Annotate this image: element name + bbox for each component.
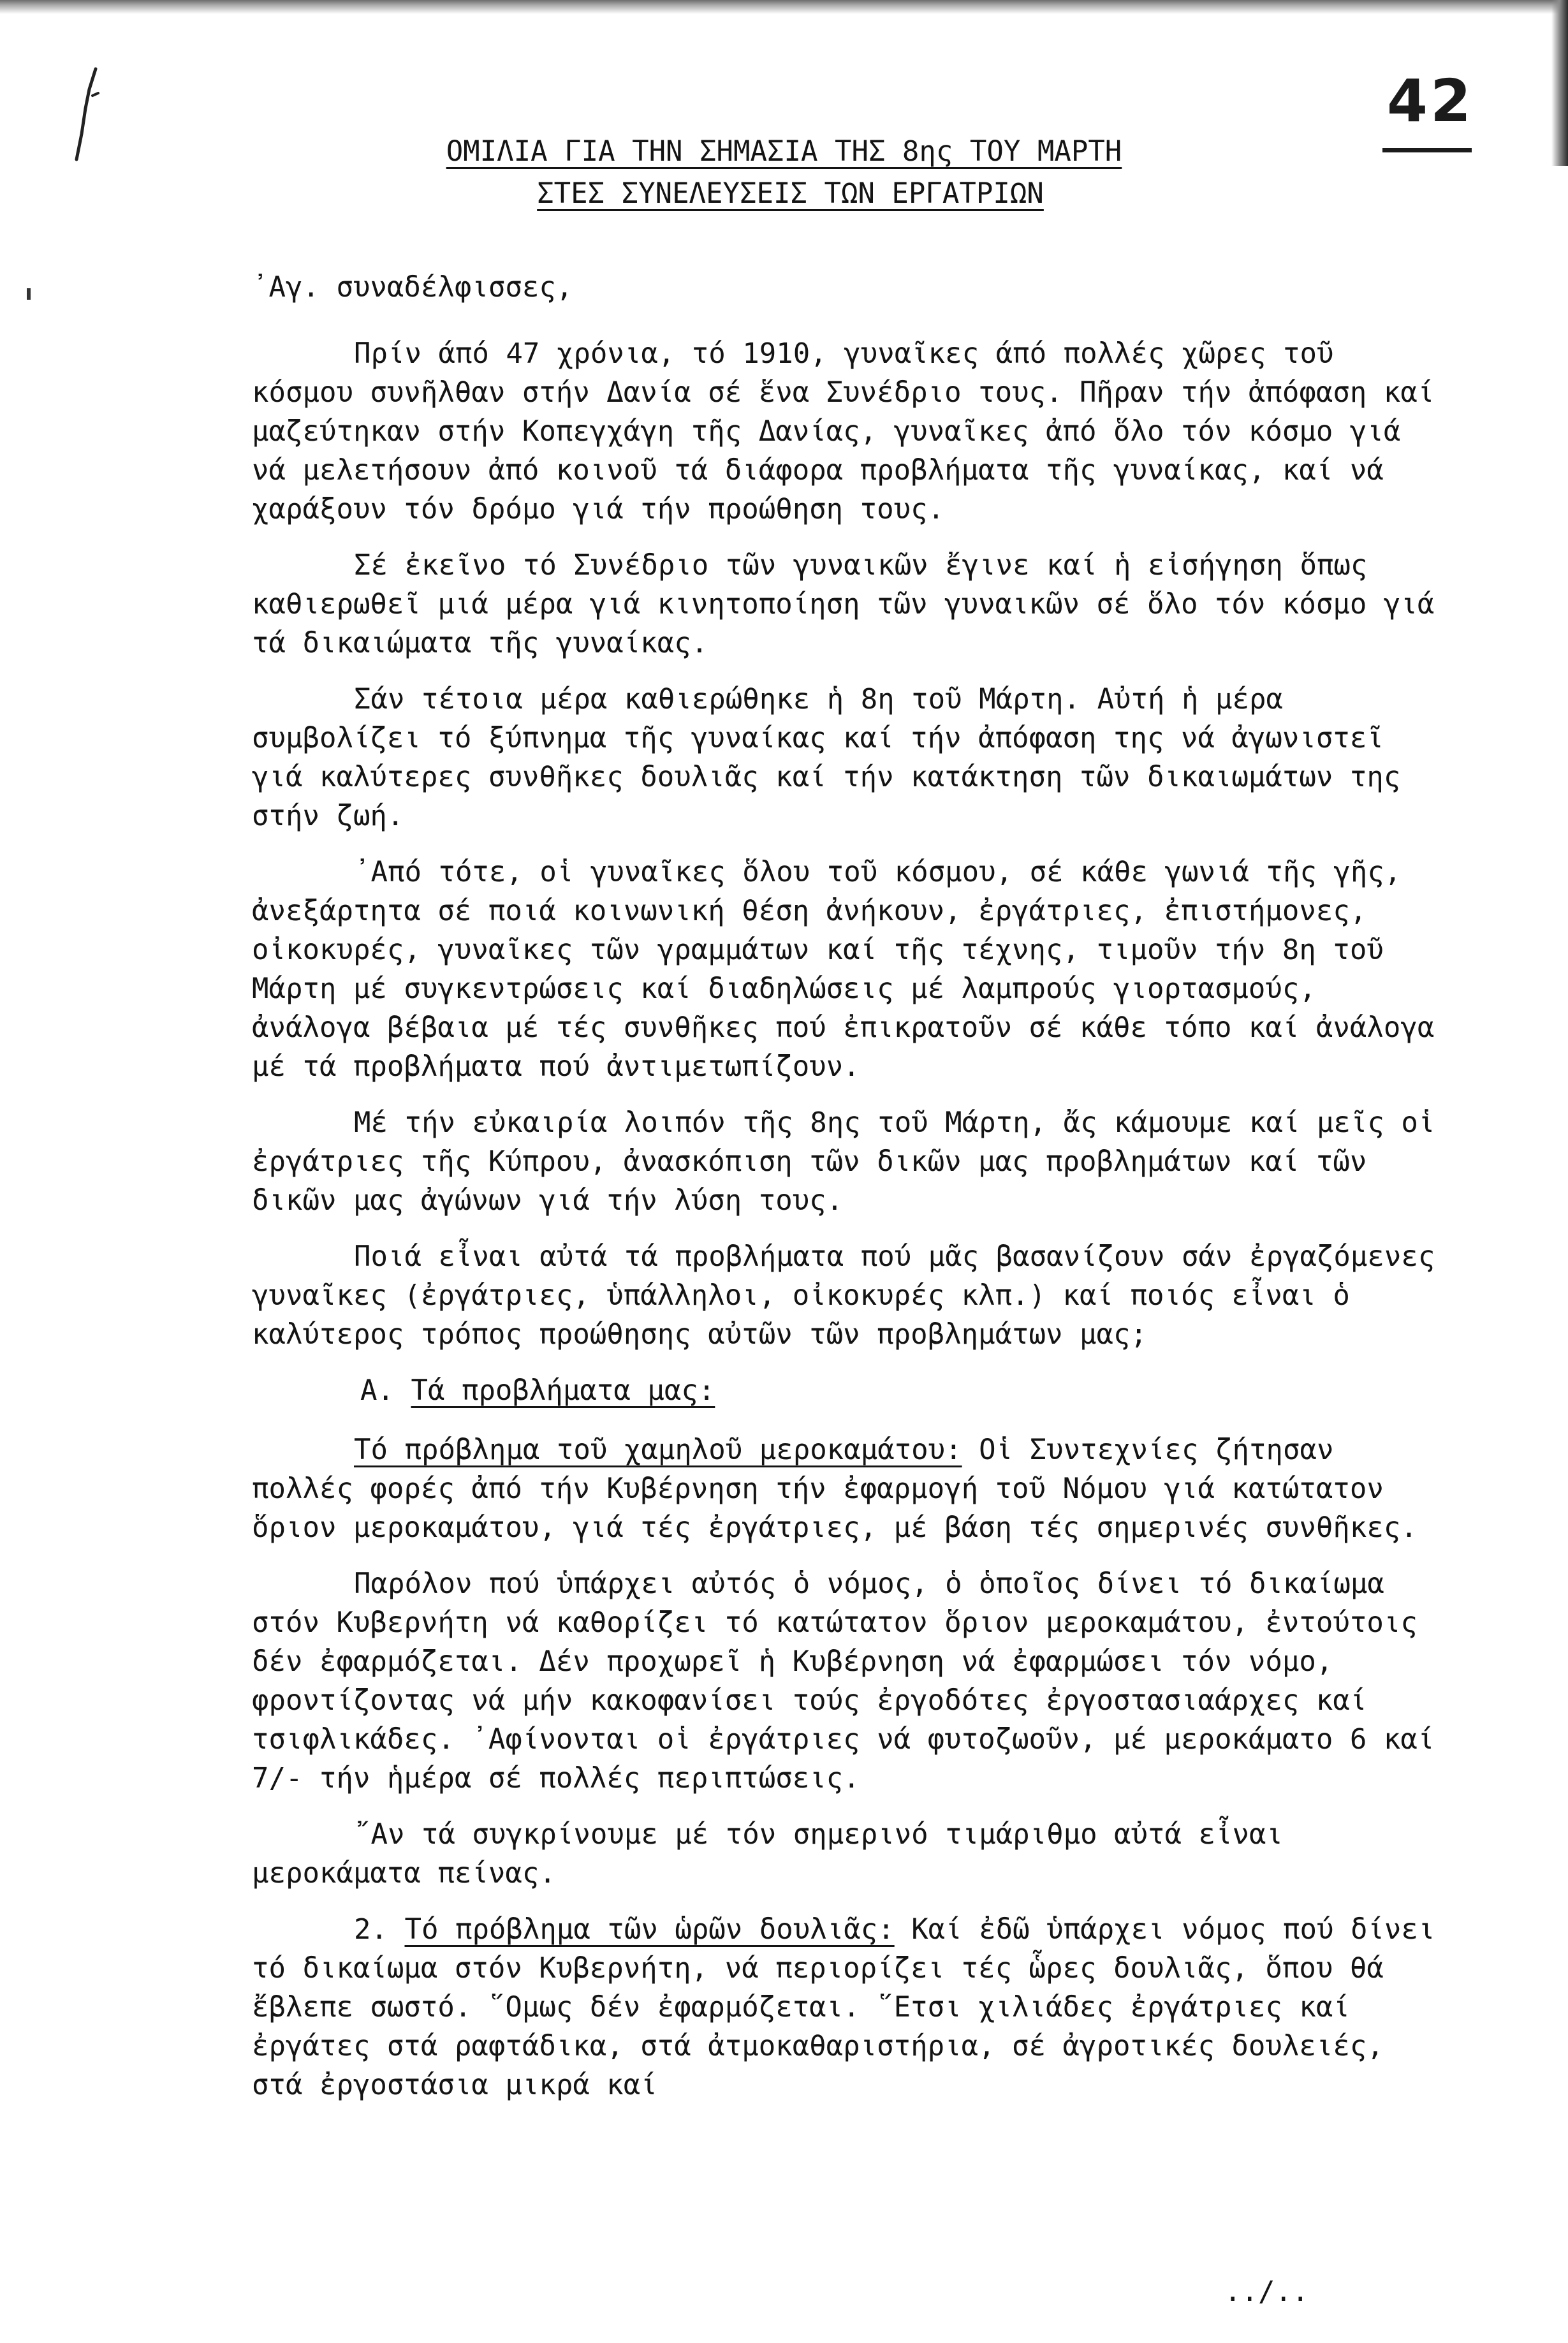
problem-2-text: Καί ἐδῶ ὑπάρχει νόμος πού δίνει τό δικαίωμα στόν Κυβερνήτη, νά περιορίζει τές ὧρες δουλιᾶς, ὅπου θά ἔβλεπε σωστό. ῞Ομως δέν ἐφαρμόζεται. ῞Ετσι χιλιάδες ἐργάτριες καί ἐργάτες στά ραφτάδικα, στά ἀτμοκαθαριστήρια, σέ ἀγροτικές δουλειές, στά ἐργοστάσια μικρά καί (252, 1913, 1435, 2101)
problem-1-paragraph (252, 1430, 1451, 1547)
paragraph-5: Μέ τήν εὐκαιρία λοιπόν τῆς 8ης τοῦ Μάρτη, ἄς κάμουμε καί μεῖς οἱ ἐργάτριες τῆς Κύπρου, ἀνασκόπιση τῶν δικῶν μας προβλημάτων καί τῶν δικῶν μας ἀγώνων γιά τήν λύση τους. (252, 1106, 1435, 1217)
problem-1-heading: Τό πρόβλημα τοῦ χαμηλοῦ μεροκαμάτου: (354, 1434, 962, 1466)
scan-edge-top (0, 0, 1568, 14)
paragraph-2: Σέ ἐκεῖνο τό Συνέδριο τῶν γυναικῶν ἔγινε καί ἡ εἰσήγηση ὅπως καθιερωθεῖ μιά μέρα γιά κινητοποίηση τῶν γυναικῶν σέ ὅλο τόν κόσμο γιά τά δικαιώματα τῆς γυναίκας. (252, 549, 1435, 659)
paragraph-7: Παρόλον πού ὑπάρχει αὐτός ὁ νόμος, ὁ ὁποῖος δίνει τό δικαίωμα στόν Κυβερνήτη νά καθορίζει τό κατώτατον ὅριον μεροκαμάτου, ἐντούτοις δέν ἐφαρμόζεται. Δέν προχωρεῖ ἡ Κυβέρνηση νά ἐφαρμώσει τόν νόμο, φροντίζοντας νά μήν κακοφανίσει τούς ἐργοδότες ἐργοστασιαάρχες καί τσιφλικάδες. ᾿Αφίνονται οἱ ἐργάτριες νά φυτοζωοῦν, μέ μεροκάματο 6 καί 7/- τήν ἡμέρα σέ πολλές περιπτώσεις. (252, 1568, 1435, 1795)
paragraph-4: ᾿Από τότε, οἱ γυναῖκες ὅλου τοῦ κόσμου, σέ κάθε γωνιά τῆς γῆς, ἀνεξάρτητα σέ ποιά κοινωνική θέση ἀνήκουν, ἐργάτριες, ἐπιστήμονες, οἰκοκυρές, γυναῖκες τῶν γραμμάτων καί τῆς τέχνης, τιμοῦν τήν 8η τοῦ Μάρτη μέ συγκεντρώσεις καί διαδηλώσεις μέ λαμπρούς γιορτασμούς, ἀνάλογα βέβαια μέ τές συνθῆκες πού ἐπικρατοῦν σέ κάθε τόπο καί ἀνάλογα μέ τά προβλήματα πού ἀντιμετωπίζουν. (252, 856, 1435, 1083)
paragraph-1: Πρίν άπό 47 χρόνια, τό 1910, γυναῖκες άπό πολλές χῶρες τοῦ κόσμου συνῆλθαν στήν Δανία σέ ἕνα Συνέδριο τους. Πῆραν τήν ἀπόφαση καί μαζεύτηκαν στήν Κοπεγχάγη τῆς Δανίας, γυναῖκες ἀπό ὅλο τόν κόσμο γιά νά μελετήσουν ἀπό κοινοῦ τά διάφορα προβλήματα τῆς γυναίκας, καί νά χαράξουν τόν δρόμο γιά τήν προώθηση τους. (252, 337, 1435, 525)
continuation-marker: ../.. (1224, 2275, 1309, 2308)
section-a-title: Τά προβλήματα μας: (411, 1374, 715, 1407)
problem-1-text: Οἱ Συντεχνίες ζήτησαν πολλές φορές ἀπό τήν Κυβέρνηση τήν ἐφαρμογή τοῦ Νόμου γιά κατώτατον ὅριον μεροκαμάτου, γιά τές ἐργάτριες, μέ βάση τές σημερινές συνθῆκες. (252, 1434, 1418, 1544)
document-title (0, 131, 1568, 215)
margin-dot (27, 288, 31, 300)
title-line-2: ΣΤΕΣ ΣΥΝΕΛΕΥΣΕΙΣ ΤΩΝ ΕΡΓΑΤΡΙΩΝ (537, 177, 1044, 210)
section-a-heading (252, 1371, 1451, 1410)
problem-2-paragraph (252, 1910, 1451, 2104)
problem-2-heading: Τό πρόβλημα τῶν ὡρῶν δουλιᾶς: (404, 1913, 895, 1946)
greeting: ᾿Αγ. συναδέλφισσες, (252, 271, 573, 304)
paragraph-6: Ποιά εἶναι αὐτά τά προβλήματα πού μᾶς βασανίζουν σάν ἐργαζόμενες γυναῖκες (ἐργάτριες, ὑπάλληλοι, οἰκοκυρές κλπ.) καί ποιός εἶναι ὁ καλύτερος τρόπος προώθησης αὐτῶν τῶν προβλημάτων μας; (252, 1240, 1435, 1351)
title-line-1: ΟΜΙΛΙΑ ΓΙΑ ΤΗΝ ΣΗΜΑΣΙΑ ΤΗΣ 8ης ΤΟΥ ΜΑΡΤΗ (446, 135, 1122, 168)
paragraph-8: ῎Αν τά συγκρίνουμε μέ τόν σημερινό τιμάριθμο αὐτά εἶναι μεροκάματα πείνας. (252, 1818, 1283, 1890)
problem-2-number: 2. (354, 1913, 405, 1946)
handwritten-page-number: 42 (1387, 67, 1474, 135)
section-a-prefix: Α. (360, 1374, 411, 1407)
paragraph-3: Σάν τέτοια μέρα καθιερώθηκε ἡ 8η τοῦ Μάρτη. Αὐτή ἡ μέρα συμβολίζει τό ξύπνημα τῆς γυναίκας καί τήν ἀπόφαση της νά ἀγωνιστεῖ γιά καλύτερες συνθῆκες δουλιᾶς καί τήν κατάκτηση τῶν δικαιωμάτων της στήν ζωή. (252, 683, 1401, 832)
speech-body (252, 268, 1451, 2122)
